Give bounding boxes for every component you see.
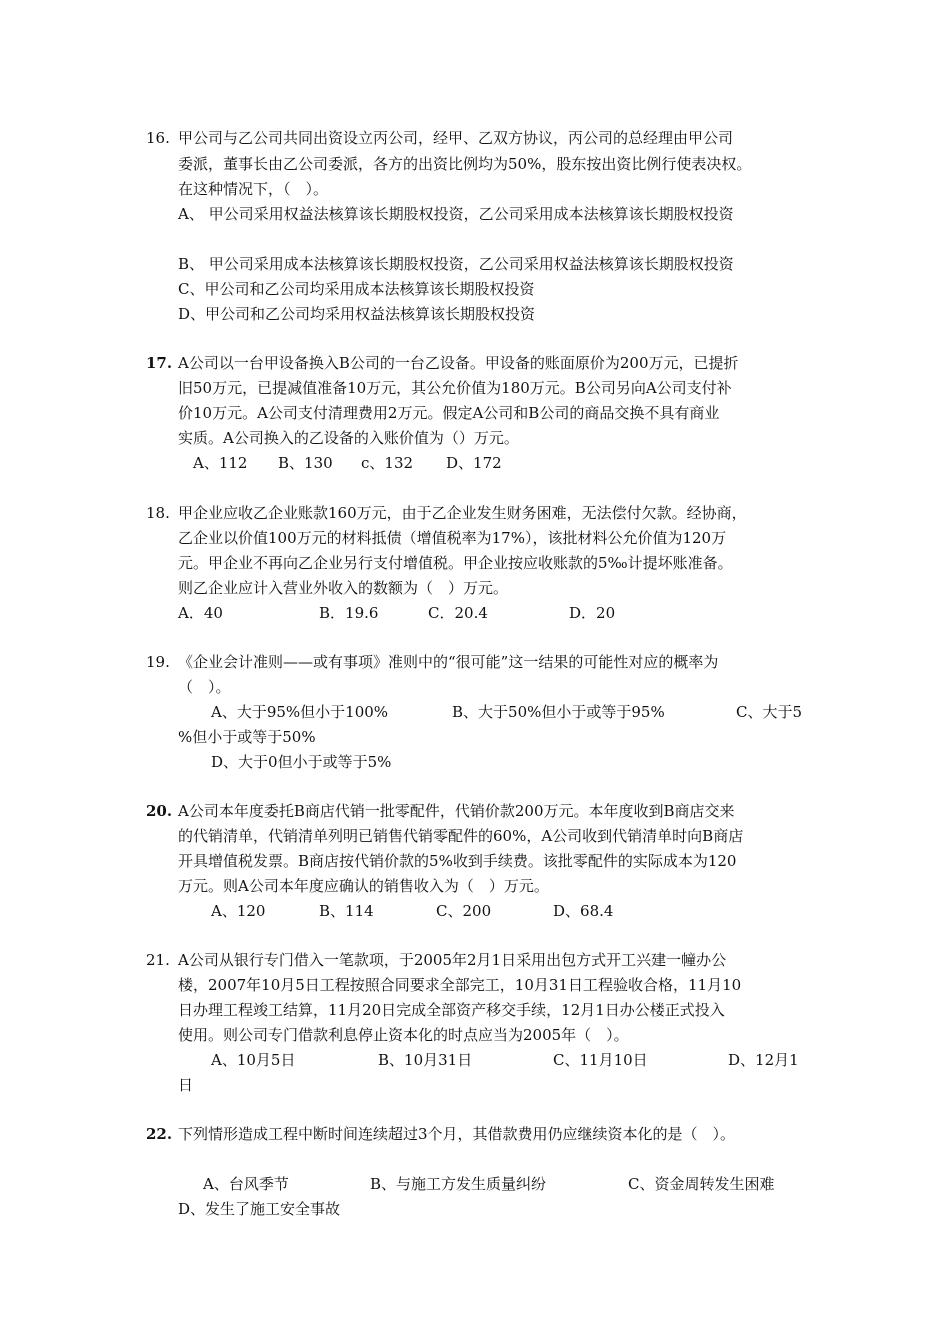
question-text-line: 下列情形造成工程中断时间连续超过3个月，其借款费用仍应继续资本化的是（ ）。 [178,1125,736,1143]
option-c: C、资金周转发生困难 [628,1175,775,1193]
question-text-line: 楼，2007年10月5日工程按照合同要求全部完工，10月31日工程验收合格，11月10 [178,976,742,994]
question-text-line: 委派，董事长由乙公司委派，各方的出资比例均为50%，股东按出资比例行使表决权。 [178,155,752,173]
question-text-line: 万元。则A公司本年度应确认的销售收入为（ ）万元。 [178,877,549,895]
option-a: A、10月5日 [211,1051,296,1069]
question-number: 16. [146,129,170,147]
question-text-line: 实质。A公司换入的乙设备的入账价值为（）万元。 [178,429,519,447]
option-line: C、甲公司和乙公司均采用成本法核算该长期股权投资 [178,280,535,298]
question-text-line: 日办理工程竣工结算，11月20日完成全部资产移交手续，12月1日办公楼正式投入 [178,1001,725,1019]
option-b: B．19.6 [319,604,379,622]
option-b: B、130 [278,454,333,472]
option-c: c、132 [361,454,414,472]
option-a: A．40 [178,604,223,622]
question-text-line: 则乙企业应计入营业外收入的数额为（ ）万元。 [178,579,509,597]
option-d: D、12月1 [728,1051,799,1069]
question-text-line: A公司本年度委托B商店代销一批零配件，代销价款200万元。本年度收到B商店交来 [178,802,735,820]
option-line: D、甲公司和乙公司均采用权益法核算该长期股权投资 [178,305,536,323]
option-c: C．20.4 [428,604,488,622]
option-b: B、10月31日 [378,1051,473,1069]
option-c: C、大于5 [736,703,803,721]
question-text-line: A公司从银行专门借入一笔款项，于2005年2月1日采用出包方式开工兴建一幢办公 [178,951,727,969]
question-text-line: 在这种情况下，（ ）。 [178,180,329,198]
option-line: B、 甲公司采用成本法核算该长期股权投资，乙公司采用权益法核算该长期股权投资 [178,255,734,273]
question-text-line: 元。甲企业不再向乙企业另行支付增值税。甲企业按应收账款的5‰计提坏账准备。 [178,554,733,572]
question-text-line: （ ）。 [178,678,231,696]
question-text-line: 甲企业应收乙企业账款160万元，由于乙企业发生财务困难，无法偿付欠款。经协商， [178,504,747,522]
option-c: C、11月10日 [553,1051,648,1069]
question-text-line: 乙企业以价值100万元的材料抵债（增值税率为17%），该批材料公允价值为120万 [178,529,727,547]
option-b: B、与施工方发生质量纠纷 [370,1175,547,1193]
question-number: 21. [146,951,170,969]
question-number: 19. [146,653,170,671]
question-text-line: 的代销清单，代销清单列明已销售代销零配件的60%，A公司收到代销清单时向B商店 [178,827,744,845]
option-a: A、台风季节 [203,1175,289,1193]
option-c: C、200 [436,902,492,920]
option-b: B、114 [319,902,374,920]
option-a: A、120 [211,902,266,920]
option-a: A、大于95%但小于100% [211,703,389,721]
question-text-line: 旧50万元，已提减值准备10万元，其公允价值为180万元。B公司另向A公司支付补 [178,379,732,397]
question-text-line: 开具增值税发票。B商店按代销价款的5%收到手续费。该批零配件的实际成本为120 [178,852,737,870]
option-d: D、大于0但小于或等于5% [211,753,392,771]
question-number: 18. [146,504,170,522]
question-text-line: 价10万元。A公司支付清理费用2万元。假定A公司和B公司的商品交换不具有商业 [178,404,720,422]
option-c-continued: %但小于或等于50% [178,728,316,746]
question-text-line: 使用。则公司专门借款利息停止资本化的时点应当为2005年（ ）。 [178,1026,629,1044]
option-line: A、 甲公司采用权益法核算该长期股权投资，乙公司采用成本法核算该长期股权投资 [178,205,734,223]
option-d-continued: 日 [178,1076,194,1094]
question-number: 17. [146,354,173,372]
question-text-line: A公司以一台甲设备换入B公司的一台乙设备。甲设备的账面原价为200万元，已提折 [178,354,739,372]
option-d: D、68.4 [553,902,614,920]
question-number: 22. [146,1125,173,1143]
option-d: D、172 [446,454,502,472]
option-d: D、发生了施工安全事故 [178,1200,341,1218]
question-text-line: 《企业会计准则——或有事项》准则中的“很可能”这一结果的可能性对应的概率为 [178,653,719,671]
option-b: B、大于50%但小于或等于95% [452,703,665,721]
question-number: 20. [146,802,173,820]
question-text-line: 甲公司与乙公司共同出资设立丙公司，经甲、乙双方协议，丙公司的总经理由甲公司 [178,129,734,147]
option-a: A、112 [193,454,248,472]
option-d: D．20 [569,604,616,622]
